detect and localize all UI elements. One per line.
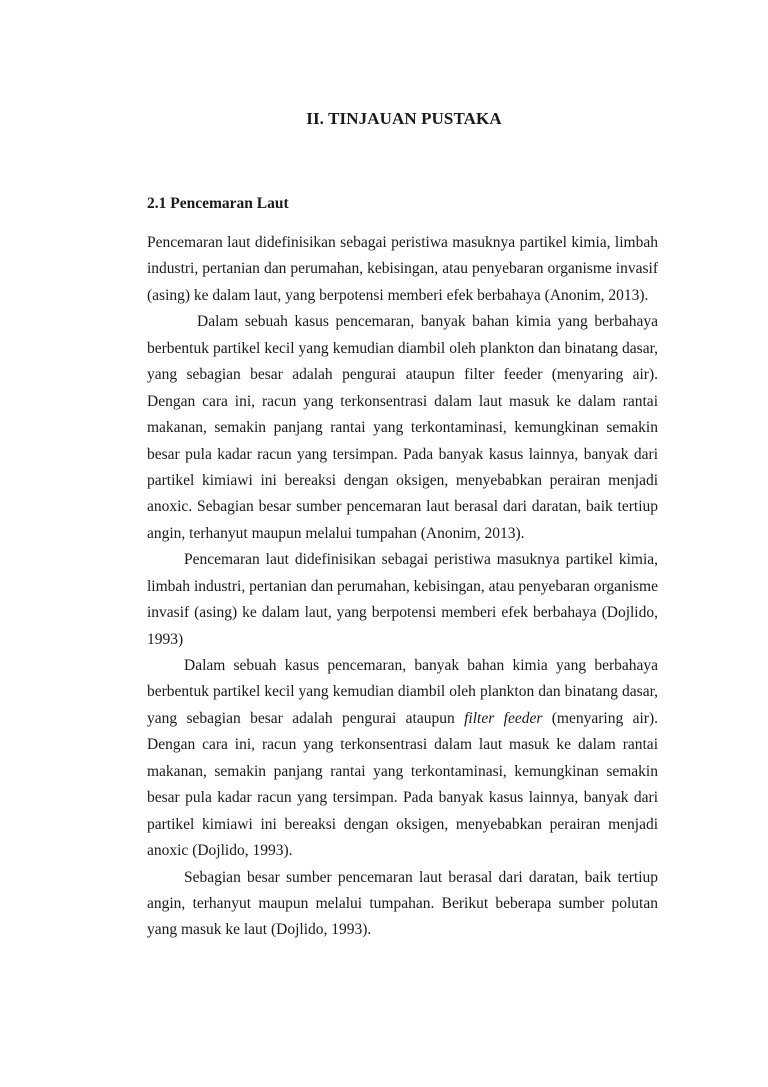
text-line: Pencemaran laut didefinisikan sebagai peristiwa masuknya partikel kimia, [184, 551, 658, 569]
text-line: (asing) ke dalam laut, yang berpotensi memberi efek berbahaya (Anonim, 2013). [147, 286, 649, 304]
text-line: Dengan cara ini, racun yang terkonsentrasi dalam laut masuk ke dalam rantai [147, 736, 658, 754]
paragraph-5 [147, 865, 658, 944]
text-line: partikel kimiawi ini bereaksi dengan oksigen, menyebabkan perairan menjadi [147, 815, 658, 833]
text-line-with-italic [147, 706, 658, 732]
text-line: berbentuk partikel kecil yang kemudian diambil oleh plankton dan binatang dasar, [147, 683, 658, 701]
chapter-title: II. TINJAUAN PUSTAKA [306, 109, 502, 128]
text-line: besar pula kadar racun yang tersimpan. Pada banyak kasus lainnya, banyak dari [147, 445, 658, 463]
text-line: besar pula kadar racun yang tersimpan. Pada banyak kasus lainnya, banyak dari [147, 789, 658, 807]
text-line: anoxic. Sebagian besar sumber pencemaran laut berasal dari daratan, baik tertiup [147, 498, 658, 516]
section-heading: 2.1 Pencemaran Laut [147, 195, 289, 212]
text-fragment: yang sebagian besar adalah pengurai ataupun [147, 709, 465, 727]
body-text [147, 230, 658, 944]
paragraph-1 [147, 230, 658, 309]
text-line: makanan, semakin panjang rantai yang terkontaminasi, kemungkinan semakin [147, 419, 658, 437]
text-fragment: (menyaring air). [542, 709, 658, 727]
text-line: Sebagian besar sumber pencemaran laut berasal dari daratan, baik tertiup [184, 868, 658, 886]
text-line: industri, pertanian dan perumahan, kebisingan, atau penyebaran organisme invasif [147, 260, 658, 278]
text-line: partikel kimiawi ini bereaksi dengan oksigen, menyebabkan perairan menjadi [147, 471, 658, 489]
text-line: angin, terhanyut maupun melalui tumpahan. Berikut beberapa sumber polutan [147, 894, 658, 912]
text-line: berbentuk partikel kecil yang kemudian diambil oleh plankton dan binatang dasar, [147, 339, 658, 357]
paragraph-3 [147, 547, 658, 653]
text-line: angin, terhanyut maupun melalui tumpahan (Anonim, 2013). [147, 524, 525, 542]
text-line: Dengan cara ini, racun yang terkonsentrasi dalam laut masuk ke dalam rantai [147, 392, 658, 410]
text-line: anoxic (Dojlido, 1993). [147, 842, 293, 860]
text-line: limbah industri, pertanian dan perumahan, kebisingan, atau penyebaran organisme [147, 577, 658, 595]
text-line: yang masuk ke laut (Dojlido, 1993). [147, 921, 372, 939]
paragraph-4 [147, 653, 658, 865]
text-line: Pencemaran laut didefinisikan sebagai peristiwa masuknya partikel kimia, limbah [147, 234, 658, 251]
paragraph-2 [147, 309, 658, 547]
text-line: Dalam sebuah kasus pencemaran, banyak bahan kimia yang berbahaya [184, 657, 658, 674]
text-line: invasif (asing) ke dalam laut, yang berpotensi memberi efek berbahaya (Dojlido, [147, 604, 658, 622]
text-line: Dalam sebuah kasus pencemaran, banyak bahan kimia yang berbahaya [197, 313, 658, 331]
text-line: 1993) [147, 630, 184, 648]
italic-term: filter feeder [464, 709, 543, 727]
text-line: makanan, semakin panjang rantai yang terkontaminasi, kemungkinan semakin [147, 762, 658, 780]
text-line: yang sebagian besar adalah pengurai ataupun filter feeder (menyaring air). [147, 366, 658, 384]
